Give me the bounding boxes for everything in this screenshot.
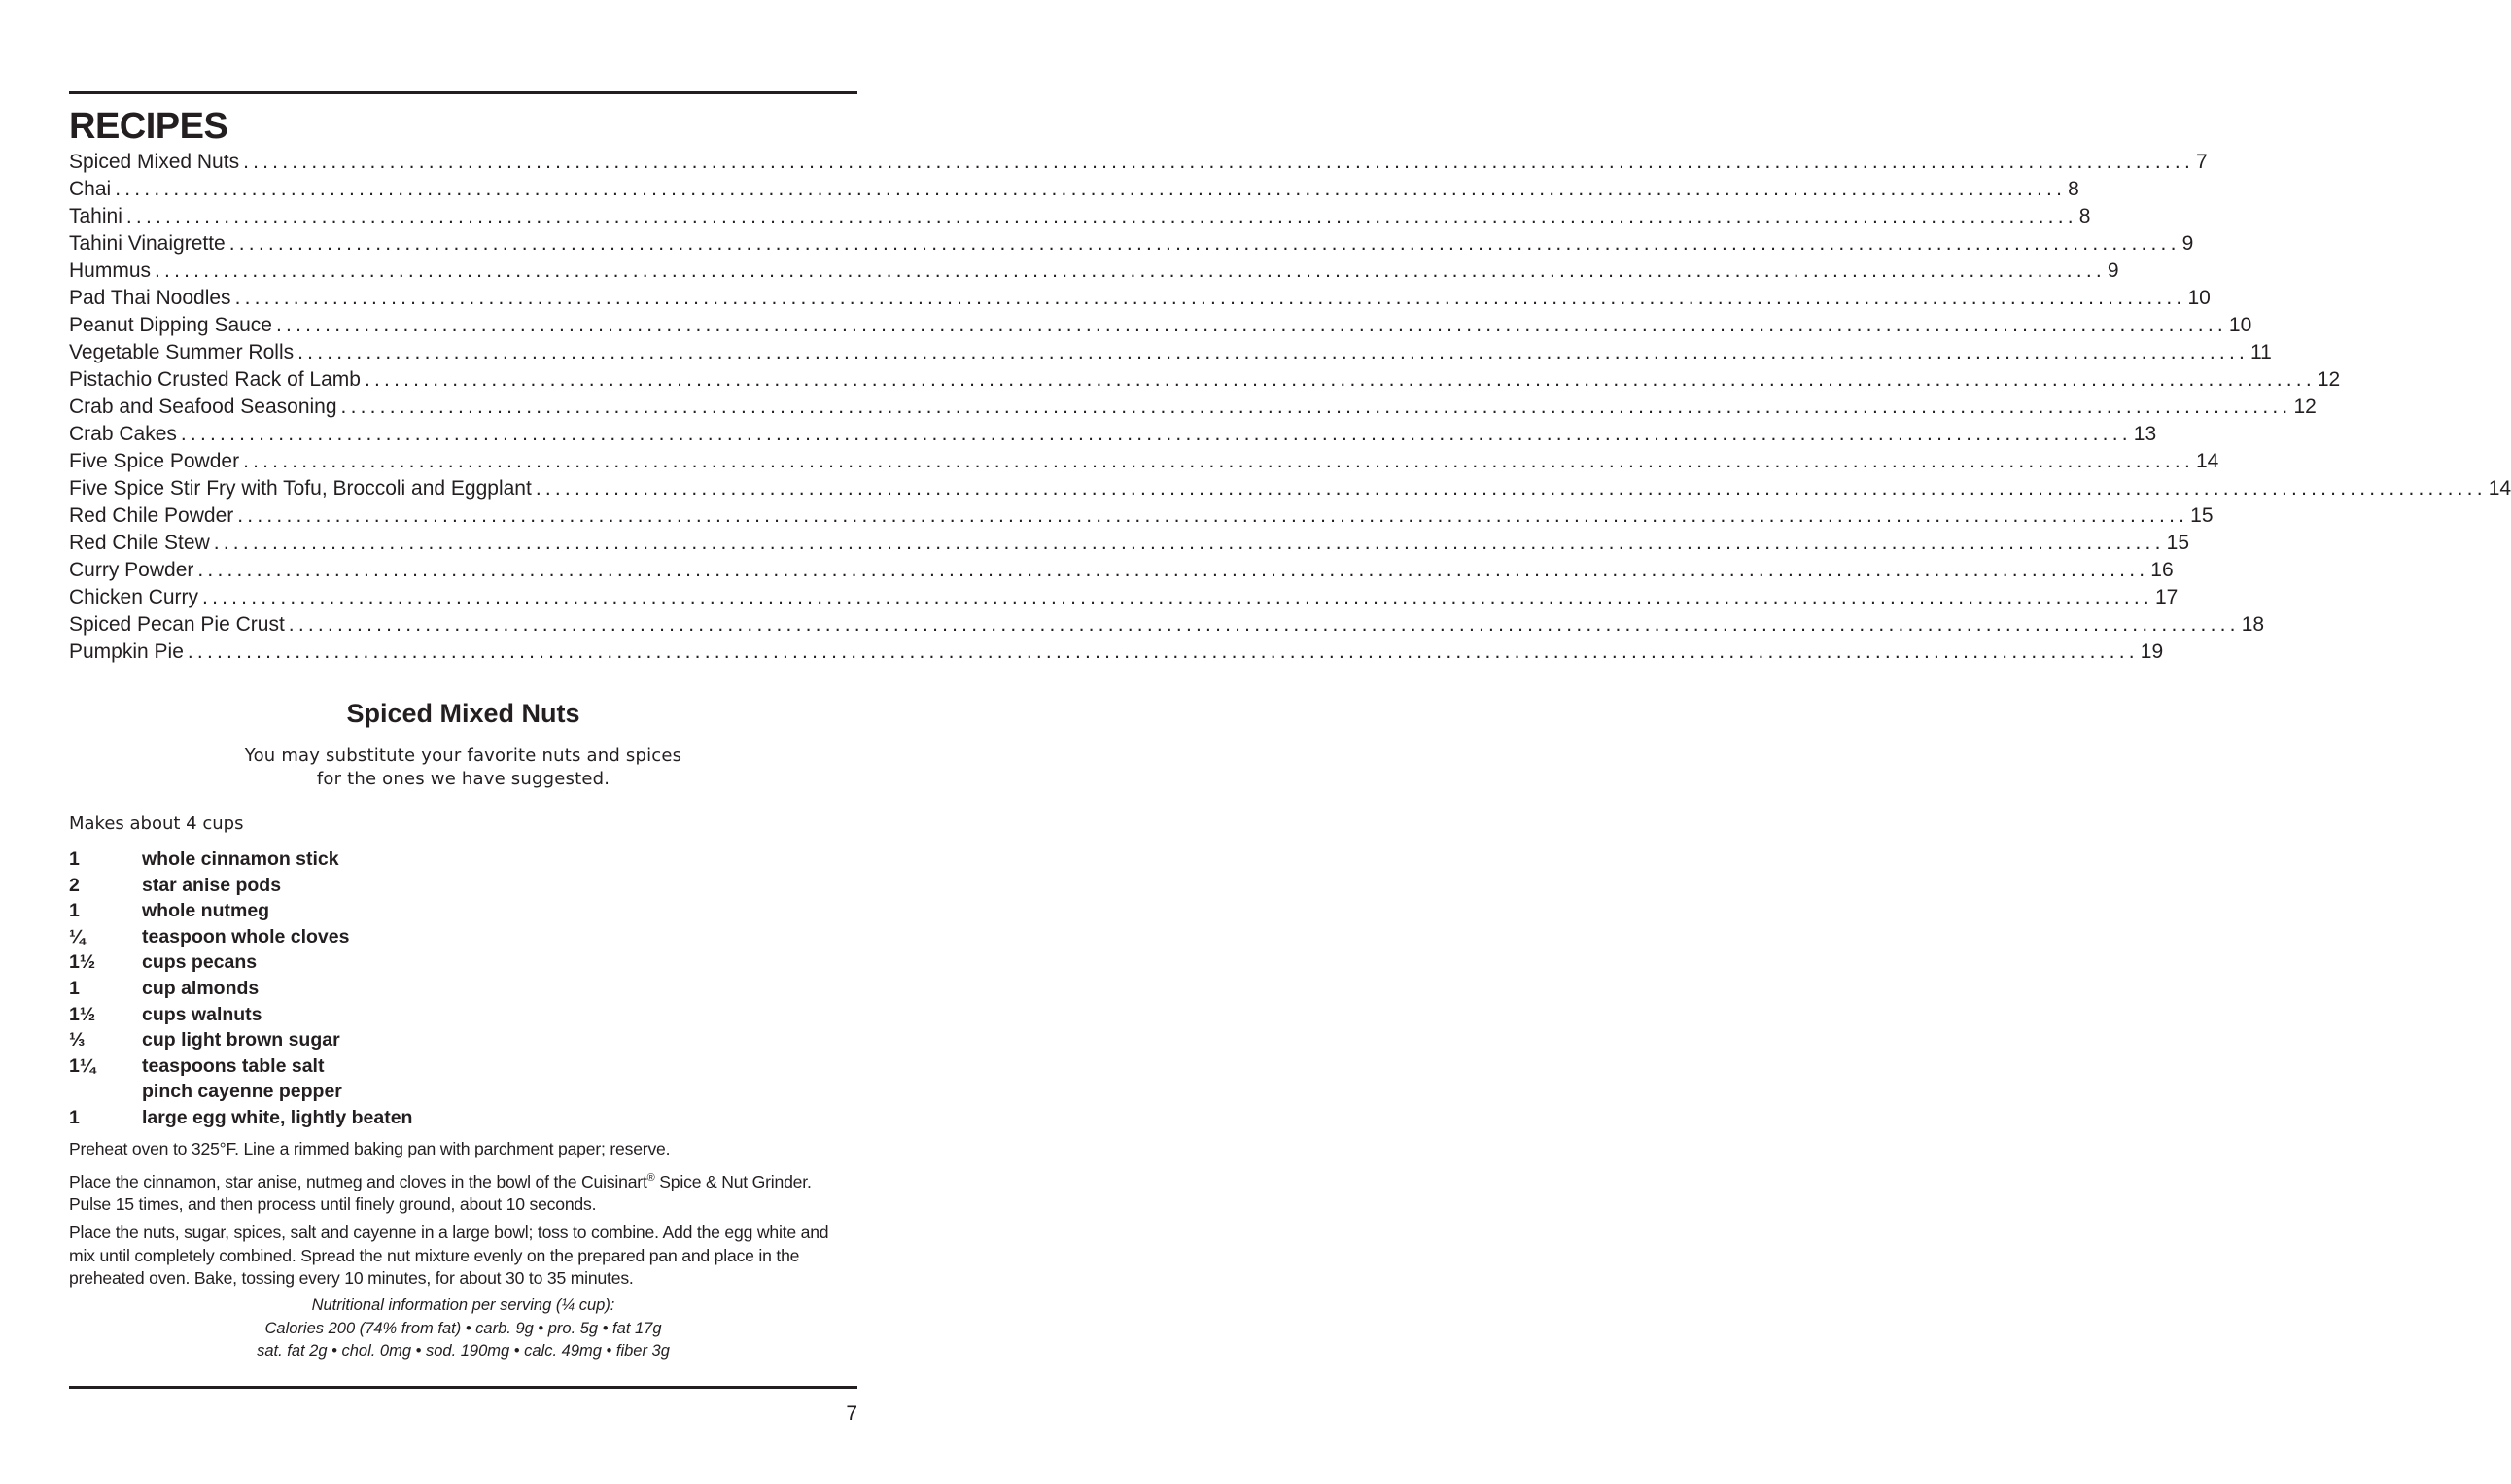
toc-entry[interactable] (69, 530, 2189, 557)
toc-leader-dots: ........................................................................................................................................................................................................ (243, 450, 2194, 472)
ingredient-row (69, 1105, 857, 1131)
toc-entry[interactable] (69, 285, 2211, 312)
ingredient-name: cups pecans (142, 951, 258, 974)
top-rule (69, 91, 857, 94)
toc-entry[interactable] (69, 475, 2511, 502)
toc-entry-page: 12 (2317, 368, 2341, 391)
ingredient-row (69, 976, 857, 1002)
toc-entry-title: Peanut Dipping Sauce (69, 314, 272, 336)
ingredient-quantity: 1 (69, 977, 80, 999)
ingredient-name: cup light brown sugar (142, 1029, 340, 1052)
toc-entry-page: 9 (2181, 232, 2194, 255)
registered-mark: ® (646, 1171, 655, 1184)
toc-leader-dots: ........................................................................................................................................................................................................ (228, 232, 2180, 255)
ingredient-name: star anise pods (142, 874, 282, 896)
ingredient-name: teaspoon whole cloves (142, 925, 350, 948)
toc-entry-page: 8 (2068, 178, 2079, 200)
ingredient-quantity: 1½ (69, 951, 96, 974)
toc-entry-title: Chai (69, 178, 112, 200)
ingredient-quantity: 1 (69, 848, 80, 870)
toc-entry[interactable] (69, 149, 2208, 176)
toc-leader-dots: ........................................................................................................................................................................................................ (187, 640, 2139, 663)
nutrition-line: Calories 200 (74% from fat) • carb. 9g • pro. 5g • fat 17g (264, 1319, 662, 1337)
toc-entry-page: 15 (2166, 532, 2189, 554)
toc-leader-dots: ........................................................................................................................................................................................................ (155, 259, 2106, 282)
ingredient-name: whole cinnamon stick (142, 848, 339, 870)
toc-leader-dots: ........................................................................................................................................................................................................ (213, 532, 2165, 554)
recipe-steps (69, 1138, 857, 1296)
ingredient-quantity: 1½ (69, 1003, 96, 1025)
recipe-intro (69, 744, 857, 791)
toc-entry-page: 12 (2293, 396, 2317, 418)
toc-entry-page: 16 (2150, 559, 2174, 581)
toc-entry[interactable] (69, 339, 2272, 366)
recipe-title: Spiced Mixed Nuts (346, 699, 580, 728)
toc-entry-title: Five Spice Powder (69, 450, 240, 472)
nutrition-line: sat. fat 2g • chol. 0mg • sod. 190mg • calc. 49mg • fiber 3g (257, 1342, 670, 1360)
toc-entry-title: Pistachio Crusted Rack of Lamb (69, 368, 361, 391)
recipe-intro-line: for the ones we have suggested. (316, 769, 610, 789)
toc-leader-dots: ........................................................................................................................................................................................................ (237, 504, 2189, 527)
toc-entry-title: Crab Cakes (69, 423, 177, 445)
ingredient-row (69, 873, 857, 899)
ingredient-row (69, 1053, 857, 1080)
toc-entry[interactable] (69, 203, 2091, 230)
toc-entry-title: Tahini Vinaigrette (69, 232, 226, 255)
toc-entry-page: 13 (2133, 423, 2157, 445)
toc-entry[interactable] (69, 611, 2265, 638)
ingredient-name: pinch cayenne pepper (142, 1081, 342, 1103)
toc-entry-page: 10 (2187, 287, 2211, 309)
toc-entry[interactable] (69, 502, 2214, 530)
ingredient-name: large egg white, lightly beaten (142, 1106, 413, 1128)
toc-entry[interactable] (69, 584, 2179, 611)
ingredient-row (69, 846, 857, 873)
toc-entry-title: Five Spice Stir Fry with Tofu, Broccoli and Eggplant (69, 477, 532, 500)
page-heading: RECIPES (69, 106, 228, 147)
toc-leader-dots: ........................................................................................................................................................................................................ (276, 314, 2227, 336)
recipe-yield: Makes about 4 cups (69, 813, 244, 834)
toc-entry[interactable] (69, 448, 2219, 475)
toc-entry[interactable] (69, 176, 2079, 203)
page-number: 7 (846, 1402, 857, 1425)
toc-entry-title: Red Chile Stew (69, 532, 210, 554)
step-grind-text-cont: Spice & Nut Grinder. Pulse 15 times, and then process until finely ground, about 10 seconds. (69, 1171, 812, 1214)
ingredient-quantity (69, 1079, 142, 1105)
toc-leader-dots: ........................................................................................................................................................................................................ (243, 151, 2194, 173)
ingredient-row (69, 898, 857, 924)
nutrition-info (69, 1294, 857, 1363)
table-of-contents (69, 149, 2511, 666)
toc-entry[interactable] (69, 258, 2119, 285)
ingredient-quantity: ¼ (69, 925, 86, 948)
ingredient-row (69, 1079, 857, 1105)
toc-entry-title: Tahini (69, 205, 122, 227)
ingredient-name: cups walnuts (142, 1003, 262, 1025)
toc-entry-title: Crab and Seafood Seasoning (69, 396, 337, 418)
toc-entry-page: 8 (2078, 205, 2091, 227)
toc-entry[interactable] (69, 312, 2252, 339)
toc-leader-dots: ........................................................................................................................................................................................................ (197, 559, 2149, 581)
toc-entry-page: 14 (2488, 477, 2511, 500)
toc-leader-dots: ........................................................................................................................................................................................................ (297, 341, 2249, 363)
toc-entry-title: Pad Thai Noodles (69, 287, 231, 309)
toc-entry-title: Spiced Mixed Nuts (69, 151, 240, 173)
toc-entry[interactable] (69, 366, 2341, 394)
ingredient-quantity: ⅓ (69, 1029, 86, 1052)
toc-leader-dots: ........................................................................................................................................................................................................ (115, 178, 2067, 200)
ingredient-row (69, 1002, 857, 1028)
ingredient-row (69, 949, 857, 976)
ingredient-quantity: 1¼ (69, 1054, 96, 1077)
nutrition-line: Nutritional information per serving (¼ cup): (311, 1296, 615, 1314)
toc-entry-title: Vegetable Summer Rolls (69, 341, 295, 363)
ingredient-row (69, 1027, 857, 1053)
toc-entry-page: 10 (2228, 314, 2252, 336)
toc-entry-title: Spiced Pecan Pie Crust (69, 613, 285, 636)
bottom-rule (69, 1386, 857, 1389)
toc-entry-page: 15 (2190, 504, 2214, 527)
step-bake: Place the nuts, sugar, spices, salt and cayenne in a large bowl; toss to combine. Add the egg white and mix until completely combined. Spread the nut mixture evenly on the prepared pan and place in the preheated oven. Bake, tossing every 10 minutes, for about 30 to 35 minutes. (69, 1223, 829, 1289)
toc-leader-dots: ........................................................................................................................................................................................................ (535, 477, 2487, 500)
toc-leader-dots: ........................................................................................................................................................................................................ (180, 423, 2132, 445)
toc-entry[interactable] (69, 394, 2317, 421)
toc-entry-page: 18 (2241, 613, 2265, 636)
ingredient-list (69, 846, 857, 1131)
toc-leader-dots: ........................................................................................................................................................................................................ (340, 396, 2292, 418)
toc-entry[interactable] (69, 421, 2157, 448)
toc-leader-dots: ........................................................................................................................................................................................................ (288, 613, 2240, 636)
toc-entry-title: Curry Powder (69, 559, 194, 581)
toc-entry-page: 11 (2250, 341, 2272, 363)
toc-entry-page: 17 (2154, 586, 2179, 608)
toc-leader-dots: ........................................................................................................................................................................................................ (364, 368, 2316, 391)
step-preheat: Preheat oven to 325°F. Line a rimmed baking pan with parchment paper; reserve. (69, 1139, 671, 1158)
ingredient-quantity: 2 (69, 874, 80, 896)
recipe-intro-line: You may substitute your favorite nuts and spices (244, 745, 682, 766)
step-grind (69, 1167, 857, 1217)
toc-leader-dots: ........................................................................................................................................................................................................ (125, 205, 2077, 227)
toc-leader-dots: ........................................................................................................................................................................................................ (234, 287, 2186, 309)
toc-entry-title: Pumpkin Pie (69, 640, 184, 663)
toc-leader-dots: ........................................................................................................................................................................................................ (202, 586, 2153, 608)
toc-entry-title: Red Chile Powder (69, 504, 234, 527)
toc-entry-page: 14 (2195, 450, 2219, 472)
toc-entry-page: 19 (2140, 640, 2164, 663)
ingredient-name: whole nutmeg (142, 900, 270, 922)
toc-entry-title: Hummus (69, 259, 152, 282)
toc-entry-page: 7 (2195, 151, 2208, 173)
toc-entry[interactable] (69, 638, 2164, 666)
ingredient-quantity: 1 (69, 900, 80, 922)
toc-entry-title: Chicken Curry (69, 586, 199, 608)
ingredient-row (69, 924, 857, 950)
ingredient-quantity: 1 (69, 1106, 80, 1128)
step-grind-text: Place the cinnamon, star anise, nutmeg and cloves in the bowl of the Cuisinart (69, 1171, 647, 1191)
toc-entry-page: 9 (2107, 259, 2119, 282)
toc-entry[interactable] (69, 230, 2194, 258)
ingredient-name: cup almonds (142, 977, 260, 999)
ingredient-name: teaspoons table salt (142, 1054, 325, 1077)
toc-entry[interactable] (69, 557, 2174, 584)
